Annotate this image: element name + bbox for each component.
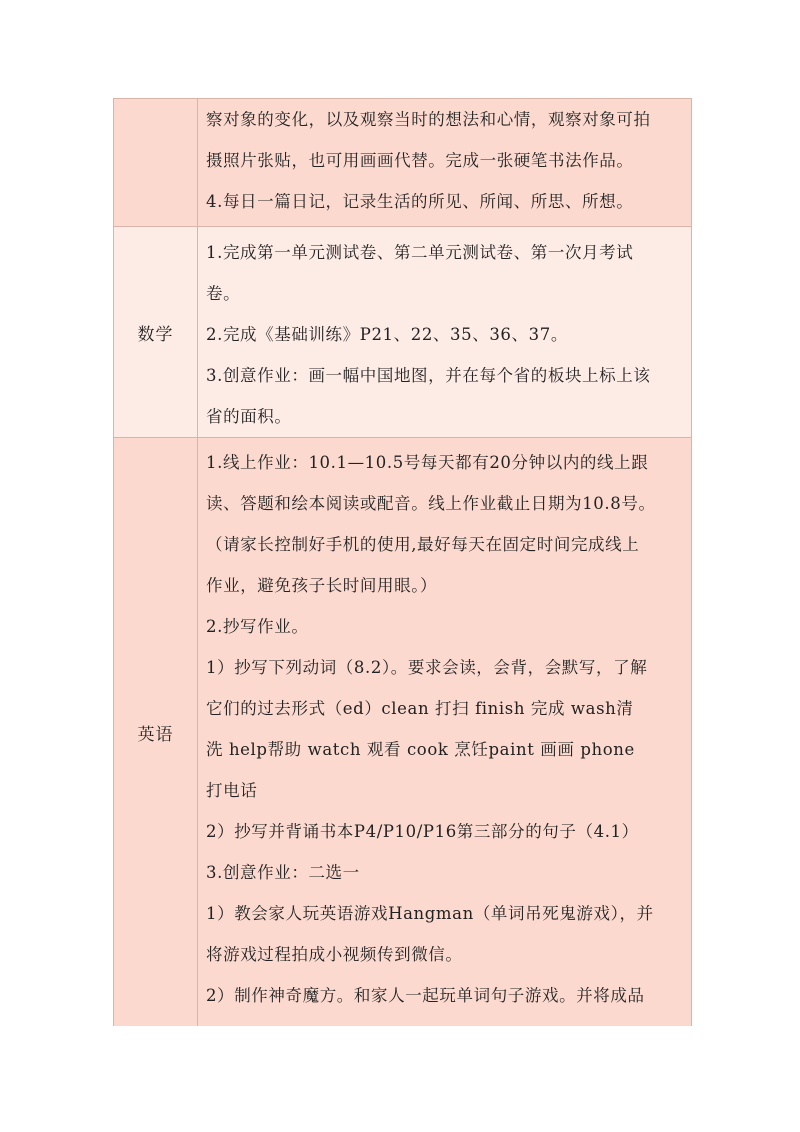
- text-line: 4.每日一篇日记，记录生活的所见、所闻、所思、所想。: [206, 192, 634, 211]
- text-line: 2）制作神奇魔方。和家人一起玩单词句子游戏。并将成品: [206, 986, 645, 1005]
- text-line: 2.完成《基础训练》P21、22、35、36、37。: [206, 325, 568, 344]
- subject-cell: 英语: [114, 438, 198, 1026]
- text-line: 卷。: [206, 284, 241, 303]
- text-line: （请家长控制好手机的使用,最好每天在固定时间完成线上: [206, 535, 640, 554]
- subject-cell: 数学: [114, 227, 198, 437]
- text-line: 3.创意作业：二选一: [206, 863, 360, 882]
- content-cell: [198, 99, 692, 226]
- text-line: 它们的过去形式（ed）clean 打扫 finish 完成 wash清: [206, 699, 634, 718]
- text-line: 1.线上作业：10.1—10.5号每天都有20分钟以内的线上跟: [206, 453, 649, 472]
- text-line: 2）抄写并背诵书本P4/P10/P16第三部分的句子（4.1）: [206, 822, 639, 841]
- content-cell: [198, 227, 692, 437]
- text-line: 1）抄写下列动词（8.2）。要求会读，会背，会默写，了解: [206, 658, 648, 677]
- text-line: 3.创意作业：画一幅中国地图，并在每个省的板块上标上该: [206, 366, 651, 385]
- text-line: 读、答题和绘本阅读或配音。线上作业截止日期为10.8号。: [206, 494, 656, 513]
- table-row-chinese: [114, 99, 692, 227]
- table-row-math: [114, 227, 692, 438]
- content-cell: [198, 438, 692, 1026]
- text-line: 察对象的变化，以及观察当时的想法和心情，观察对象可拍: [206, 110, 651, 129]
- text-line: 1）教会家人玩英语游戏Hangman（单词吊死鬼游戏），并: [206, 904, 654, 923]
- homework-table: [113, 98, 692, 1026]
- subject-cell: [114, 99, 198, 226]
- text-line: 将游戏过程拍成小视频传到微信。: [206, 945, 463, 964]
- table-row-english: [114, 438, 692, 1026]
- text-line: 洗 help帮助 watch 观看 cook 烹饪paint 画画 phone: [206, 740, 635, 759]
- text-line: 打电话: [206, 781, 258, 800]
- text-line: 作业，避免孩子长时间用眼。）: [206, 576, 438, 595]
- text-line: 省的面积。: [206, 407, 292, 426]
- text-line: 摄照片张贴，也可用画画代替。完成一张硬笔书法作品。: [206, 151, 634, 170]
- text-line: 2.抄写作业。: [206, 617, 309, 636]
- text-line: 1.完成第一单元测试卷、第二单元测试卷、第一次月考试: [206, 243, 634, 262]
